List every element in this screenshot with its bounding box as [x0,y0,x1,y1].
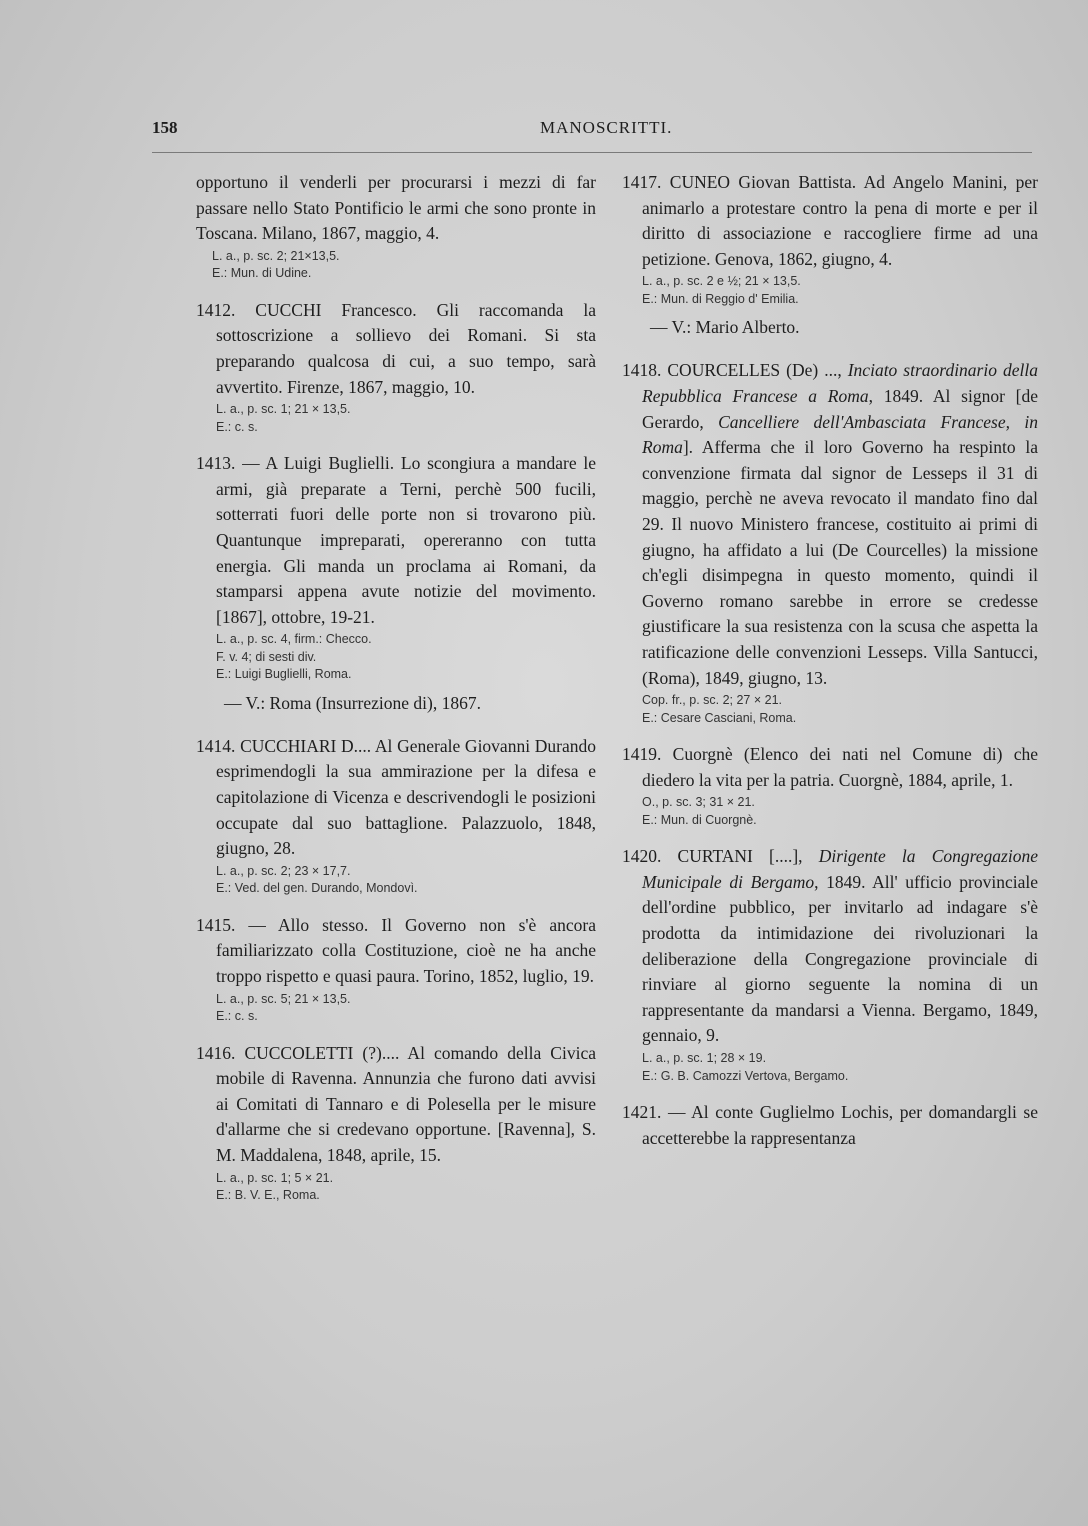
entry-1417 [622,170,1038,307]
entry-1419 [622,742,1038,828]
entry-note: L. a., p. sc. 2 e ½; 21 × 13,5. [642,274,801,289]
entry-note: L. a., p. sc. 1; 28 × 19. [642,1051,767,1066]
entry-note: E.: G. B. Camozzi Vertova, Bergamo. [642,1068,849,1083]
entry-note: E.: Ved. del gen. Durando, Mondovì. [216,881,418,896]
entry-title-italic: Dirigente la Congregazione Municipale di Bergamo [642,846,1038,892]
running-title: MANOSCRITTI. [540,118,673,137]
entry-note: E.: c. s. [216,419,258,434]
entry-text: 1417. CUNEO Giovan Battista. Ad Angelo Manini, per animarlo a protestare contro la pena di morte e per il diritto di associazione e raccogliere firme ad una petizione. Genova, 1862, giugno, 4. [622,172,1038,269]
right-column [622,170,1038,1167]
entry-1416 [196,1041,596,1204]
entry-heading: 1418. COURCELLES (De) ..., [622,360,848,381]
entry-note: E.: Mun. di Udine. [212,266,312,281]
entry-text: 1415. — Allo stesso. Il Governo non s'è ancora familiarizzato colla Costituzione, cioè ne ha anche troppo rispetto e quasi paura. Torino, 1852, luglio, 19. [196,914,596,986]
entry-note: E.: c. s. [216,1009,258,1024]
entry-1413 [196,451,596,683]
entry-1412 [196,298,596,435]
entry-text: 1419. Cuorgnè (Elenco dei nati nel Comune di) che diedero la vita per la patria. Cuorgnè, 1884, aprile, 1. [622,744,1038,790]
entry-note: L. a., p. sc. 5; 21 × 13,5. [216,991,351,1006]
entry-note: E.: Cesare Casciani, Roma. [642,710,797,725]
entry-note: L. a., p. sc. 2; 21×13,5. [212,248,340,263]
entry-continuation [196,170,596,282]
entry-1414 [196,734,596,897]
entry-note: Cop. fr., p. sc. 2; 27 × 21. [642,693,783,708]
see-also: — V.: Mario Alberto. [650,317,800,338]
entry-note: E.: Mun. di Cuorgnè. [642,812,757,827]
entry-1421 [622,1100,1038,1151]
entry-note: E.: B. V. E., Roma. [216,1188,320,1203]
entry-1415 [196,913,596,1025]
entry-text: opportuno il venderli per procurarsi i mezzi di far passare nello Stato Pontificio le armi che sono pronte in Toscana. Milano, 1867, maggio, 4. [196,172,596,244]
entry-note: O., p. sc. 3; 31 × 21. [642,795,755,810]
entry-heading: 1420. CURTANI [....], [622,846,819,867]
entry-text: 1416. CUCCOLETTI (?).... Al comando della Civica mobile di Ravenna. Annunzia che furono dati avvisi ai Comitati di Tannaro e di Polesella per le misure d'allarme che si credevano opportune. [Ravenna], S. M. Maddalena, 1848, aprile, 15. [196,1042,596,1165]
entry-note: E.: Luigi Buglielli, Roma. [216,667,352,682]
entry-note: L. a., p. sc. 4, firm.: Checco. [216,632,372,647]
entry-text: 1412. CUCCHI Francesco. Gli raccomanda la sottoscrizione a sollievo dei Romani. Si sta preparando qualcosa di cui, a suo tempo, sarà avvertito. Firenze, 1867, maggio, 10. [196,299,596,397]
entry-note: L. a., p. sc. 1; 21 × 13,5. [216,402,351,417]
entry-text: 1413. — A Luigi Buglielli. Lo scongiura a mandare le armi, già preparate a Terni, perchè 500 fucili, sotterrati fuori delle porte non si trovarono più. Quantunque impreparati, opereranno con tutta energia. Gli manda un proclama ai Romani, da stamparsi appena avute notizie del movimento. [1867], ottobre, 19-21. [196,453,596,627]
entry-1420 [622,844,1038,1084]
entry-text-part: ]. Afferma che il loro Governo ha respinto la convenzione firmata dal signor de Lesseps il 31 di maggio, perchè ne aveva revocato il mandato fino dal 29. Il nuovo Ministero francese, costituito ai primi di giugno, ha affidato a lui (De Courcelles) la missione ch'egli disimpegna in questo momento, quindi il Governo romano sarebbe in errore se credesse giustificare la sua resistenza con la scusa che aspetta la ratificazione delle convenzioni Lesseps. Villa Santucci, (Roma), 1849, giugno, 13. [642,437,1038,688]
entry-title-italic: Cancelliere dell'Ambasciata Francese, in Roma [642,411,1039,458]
entry-text [622,358,1038,691]
entry-title-italic: Inciato straordinario della Repubblica Francese a Roma [642,360,1038,406]
entry-text-part: , 1849. Al signor [de Gerardo, [642,385,1039,432]
entry-note: L. a., p. sc. 2; 23 × 17,7. [216,863,351,878]
entry-1418 [622,358,1038,726]
entry-text: 1421. — Al conte Guglielmo Lochis, per domandargli se accetterebbe la rappresentanza [622,1102,1038,1148]
entry-text-part: , 1849. All' ufficio provinciale dell'ordine pubblico, per invitarlo ad indagare s'è prodotta da intimidazione dei rivoluzionari la deliberazione della Congregazione provinciale di rinviare al giorno seguente la nomina di un rappresentante da mandarsi a Vienna. Bergamo, 1849, gennaio, 9. [642,871,1038,1046]
page-header [152,118,1032,148]
see-also: — V.: Roma (Insurrezione di), 1867. [224,692,481,713]
entry-note: L. a., p. sc. 1; 5 × 21. [216,1170,334,1185]
left-column [196,170,596,1220]
page-number: 158 [152,118,178,137]
entry-text: 1414. CUCCHIARI D.... Al Generale Giovanni Durando esprimendogli la sua ammirazione per la difesa e capitolazione di Vicenza e descrivendogli le posizioni occupate dal suo battaglione. Palazzuolo, 1848, giugno, 28. [196,735,596,859]
entry-note: F. v. 4; di sesti div. [216,649,317,664]
entry-text [622,844,1038,1049]
entry-note: E.: Mun. di Reggio d' Emilia. [642,291,799,306]
header-rule [152,152,1032,153]
